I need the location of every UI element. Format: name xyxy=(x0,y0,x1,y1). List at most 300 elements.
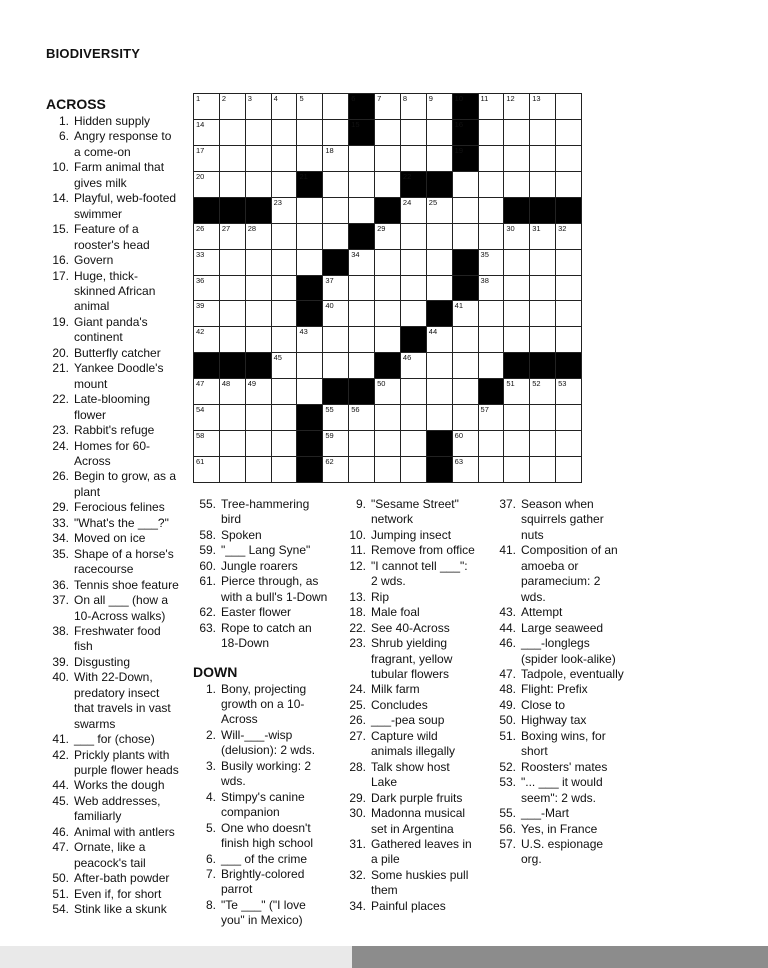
grid-cell[interactable] xyxy=(323,172,348,197)
grid-cell[interactable] xyxy=(401,120,426,145)
grid-cell[interactable] xyxy=(427,405,452,430)
clue-text xyxy=(521,621,633,636)
grid-cell[interactable] xyxy=(194,276,219,301)
grid-cell[interactable] xyxy=(427,276,452,301)
grid-cell[interactable] xyxy=(272,120,297,145)
clue-item xyxy=(46,732,196,747)
grid-cell[interactable] xyxy=(323,120,348,145)
grid-cell[interactable] xyxy=(556,224,581,249)
grid-cell[interactable] xyxy=(530,276,555,301)
clue-item xyxy=(46,871,196,886)
grid-cell[interactable] xyxy=(375,457,400,482)
clue-line: that travels in vast xyxy=(74,701,171,716)
grid-cell[interactable] xyxy=(427,146,452,171)
clue-text xyxy=(371,837,493,868)
grid-cell[interactable] xyxy=(194,224,219,249)
grid-cell[interactable] xyxy=(504,172,529,197)
clue-line: Lake xyxy=(371,775,398,790)
grid-black-square xyxy=(297,405,322,430)
clue-text xyxy=(74,516,196,531)
grid-cell[interactable] xyxy=(194,146,219,171)
grid-cell[interactable] xyxy=(453,172,478,197)
grid-cell[interactable] xyxy=(194,431,219,456)
grid-clue-number: 22 xyxy=(402,171,412,181)
clue-number: 40. xyxy=(52,670,69,685)
across-heading: ACROSS xyxy=(46,96,106,112)
grid-cell[interactable] xyxy=(556,94,581,119)
grid-black-square xyxy=(349,224,374,249)
clue-item xyxy=(493,667,633,682)
clue-line: short xyxy=(521,744,548,759)
grid-cell[interactable] xyxy=(246,94,271,119)
grid-cell[interactable] xyxy=(530,431,555,456)
clue-item xyxy=(46,439,196,470)
grid-cell[interactable] xyxy=(401,198,426,223)
grid-cell[interactable] xyxy=(272,431,297,456)
grid-cell[interactable] xyxy=(246,301,271,326)
grid-cell[interactable] xyxy=(479,405,504,430)
grid-cell[interactable] xyxy=(530,301,555,326)
grid-cell[interactable] xyxy=(530,327,555,352)
clue-line: paramecium: 2 xyxy=(521,574,601,589)
grid-black-square xyxy=(220,198,245,223)
clue-number: 46. xyxy=(52,824,69,839)
grid-clue-number: 56 xyxy=(351,405,360,415)
clue-number: 34. xyxy=(52,531,69,546)
clue-item xyxy=(193,790,343,821)
grid-cell[interactable] xyxy=(220,146,245,171)
grid-cell[interactable] xyxy=(427,250,452,275)
grid-cell[interactable] xyxy=(375,379,400,404)
clue-text xyxy=(521,713,633,728)
grid-clue-number: 45 xyxy=(273,353,282,363)
grid-cell[interactable] xyxy=(323,198,348,223)
grid-cell[interactable] xyxy=(323,457,348,482)
clue-line: After-bath powder xyxy=(74,871,170,886)
clue-item xyxy=(493,713,633,728)
grid-cell[interactable] xyxy=(530,94,555,119)
grid-cell[interactable] xyxy=(530,379,555,404)
clue-item xyxy=(193,543,343,558)
grid-cell[interactable] xyxy=(479,457,504,482)
grid-cell[interactable] xyxy=(194,301,219,326)
grid-cell[interactable] xyxy=(272,353,297,378)
grid-black-square xyxy=(349,120,374,145)
grid-cell[interactable] xyxy=(504,146,529,171)
clue-line: them xyxy=(371,883,398,898)
grid-clue-number: 59 xyxy=(325,431,334,441)
grid-cell[interactable] xyxy=(401,250,426,275)
clue-number: 24. xyxy=(52,438,69,453)
grid-cell[interactable] xyxy=(453,327,478,352)
grid-clue-number: 51 xyxy=(506,379,515,389)
grid-cell[interactable] xyxy=(272,457,297,482)
clue-line: "What's the ___?" xyxy=(74,515,169,530)
grid-cell[interactable] xyxy=(556,327,581,352)
grid-cell[interactable] xyxy=(246,250,271,275)
grid-cell[interactable] xyxy=(194,172,219,197)
grid-clue-number: 3 xyxy=(247,94,252,103)
clue-item xyxy=(343,590,493,605)
grid-cell[interactable] xyxy=(504,120,529,145)
grid-cell[interactable] xyxy=(349,172,374,197)
grid-cell[interactable] xyxy=(375,172,400,197)
clue-number: 32. xyxy=(349,867,366,882)
clue-item xyxy=(193,759,343,790)
grid-cell[interactable] xyxy=(220,120,245,145)
clue-item xyxy=(493,497,633,543)
grid-cell[interactable] xyxy=(246,457,271,482)
grid-cell[interactable] xyxy=(375,301,400,326)
clue-text xyxy=(74,191,196,222)
footer-bar-light xyxy=(0,946,352,968)
grid-cell[interactable] xyxy=(504,327,529,352)
clue-line: gives milk xyxy=(74,175,127,190)
clue-line: nuts xyxy=(521,527,544,542)
grid-cell[interactable] xyxy=(375,250,400,275)
clue-item xyxy=(46,593,196,624)
grid-cell[interactable] xyxy=(427,327,452,352)
grid-cell[interactable] xyxy=(349,353,374,378)
grid-cell[interactable] xyxy=(504,405,529,430)
grid-cell[interactable] xyxy=(453,353,478,378)
clue-item xyxy=(343,528,493,543)
clue-text xyxy=(371,636,493,682)
clue-text xyxy=(521,497,633,543)
clue-line: "Te ___" ("I love xyxy=(221,897,306,912)
grid-cell[interactable] xyxy=(375,94,400,119)
clue-item xyxy=(343,713,493,728)
clue-item xyxy=(193,867,343,898)
grid-cell[interactable] xyxy=(349,250,374,275)
clue-item xyxy=(493,698,633,713)
grid-cell[interactable] xyxy=(194,94,219,119)
grid-cell[interactable] xyxy=(375,146,400,171)
grid-cell[interactable] xyxy=(401,146,426,171)
grid-cell[interactable] xyxy=(349,327,374,352)
grid-cell[interactable] xyxy=(220,457,245,482)
clue-number: 26. xyxy=(349,713,366,728)
grid-cell[interactable] xyxy=(401,224,426,249)
grid-cell[interactable] xyxy=(297,327,322,352)
clue-item xyxy=(46,624,196,655)
clue-number: 13. xyxy=(349,589,366,604)
clue-number: 45. xyxy=(52,793,69,808)
grid-cell[interactable] xyxy=(479,301,504,326)
grid-cell[interactable] xyxy=(323,353,348,378)
grid-cell[interactable] xyxy=(220,327,245,352)
clue-text xyxy=(74,578,196,593)
clue-column-2 xyxy=(193,497,343,929)
clue-item xyxy=(493,605,633,620)
clue-line: Dark purple fruits xyxy=(371,790,463,805)
grid-cell[interactable] xyxy=(297,94,322,119)
clue-line: Across xyxy=(74,453,111,468)
grid-cell[interactable] xyxy=(220,431,245,456)
grid-cell[interactable] xyxy=(530,146,555,171)
grid-cell[interactable] xyxy=(530,405,555,430)
clue-line: swarms xyxy=(74,716,116,731)
grid-cell[interactable] xyxy=(246,431,271,456)
grid-cell[interactable] xyxy=(349,431,374,456)
grid-cell[interactable] xyxy=(556,457,581,482)
grid-black-square xyxy=(297,172,322,197)
grid-clue-number: 36 xyxy=(196,275,205,285)
grid-cell[interactable] xyxy=(530,250,555,275)
grid-cell[interactable] xyxy=(349,457,374,482)
clue-text xyxy=(371,621,493,636)
crossword-grid[interactable] xyxy=(193,93,582,483)
grid-cell[interactable] xyxy=(401,379,426,404)
grid-cell[interactable] xyxy=(272,198,297,223)
grid-cell[interactable] xyxy=(530,457,555,482)
clue-number: 5. xyxy=(205,820,216,835)
grid-cell[interactable] xyxy=(401,353,426,378)
clue-text xyxy=(371,806,493,837)
grid-cell[interactable] xyxy=(556,120,581,145)
grid-clue-number: 49 xyxy=(247,379,257,389)
grid-cell[interactable] xyxy=(297,120,322,145)
grid-cell[interactable] xyxy=(297,353,322,378)
grid-cell[interactable] xyxy=(349,198,374,223)
grid-cell[interactable] xyxy=(556,301,581,326)
grid-cell[interactable] xyxy=(323,276,348,301)
clue-line: predatory insect xyxy=(74,685,160,700)
grid-cell[interactable] xyxy=(220,250,245,275)
clue-number: 1. xyxy=(58,114,69,128)
grid-clue-number: 10 xyxy=(454,94,463,103)
clue-text xyxy=(221,790,343,821)
grid-cell[interactable] xyxy=(323,431,348,456)
grid-cell[interactable] xyxy=(220,405,245,430)
clue-item xyxy=(493,621,633,636)
grid-clue-number: 19 xyxy=(454,145,463,155)
grid-cell[interactable] xyxy=(401,457,426,482)
clue-line: Painful places xyxy=(371,898,446,913)
grid-cell[interactable] xyxy=(556,276,581,301)
grid-cell[interactable] xyxy=(297,224,322,249)
grid-cell[interactable] xyxy=(453,405,478,430)
grid-clue-number: 61 xyxy=(196,457,205,467)
grid-cell[interactable] xyxy=(220,172,245,197)
clue-line: wds. xyxy=(521,589,546,604)
grid-cell[interactable] xyxy=(349,301,374,326)
clue-text xyxy=(74,114,196,129)
clue-text xyxy=(74,794,196,825)
clue-line: a pile xyxy=(371,852,400,867)
grid-cell[interactable] xyxy=(556,172,581,197)
grid-cell[interactable] xyxy=(453,379,478,404)
grid-cell[interactable] xyxy=(530,224,555,249)
grid-cell[interactable] xyxy=(246,379,271,404)
grid-cell[interactable] xyxy=(349,146,374,171)
clue-item xyxy=(193,728,343,759)
clue-line: Easter flower xyxy=(221,605,292,620)
grid-cell[interactable] xyxy=(453,224,478,249)
grid-cell[interactable] xyxy=(504,431,529,456)
grid-cell[interactable] xyxy=(272,172,297,197)
grid-cell[interactable] xyxy=(349,276,374,301)
clue-line: Disgusting xyxy=(74,654,131,669)
grid-cell[interactable] xyxy=(272,146,297,171)
grid-cell[interactable] xyxy=(556,379,581,404)
grid-cell[interactable] xyxy=(504,379,529,404)
clue-line: Jungle roarers xyxy=(221,558,298,573)
grid-cell[interactable] xyxy=(246,276,271,301)
grid-cell[interactable] xyxy=(220,301,245,326)
grid-cell[interactable] xyxy=(246,120,271,145)
clue-item xyxy=(493,822,633,837)
clue-number: 63. xyxy=(199,620,216,635)
grid-cell[interactable] xyxy=(556,146,581,171)
clue-line: Homes for 60- xyxy=(74,438,151,453)
grid-cell[interactable] xyxy=(427,379,452,404)
grid-cell[interactable] xyxy=(246,172,271,197)
grid-cell[interactable] xyxy=(479,172,504,197)
clue-text xyxy=(371,682,493,697)
grid-cell[interactable] xyxy=(272,224,297,249)
clue-line: set in Argentina xyxy=(371,821,454,836)
clue-text xyxy=(221,867,343,898)
clue-item xyxy=(46,516,196,531)
clue-line: org. xyxy=(521,852,542,867)
grid-cell[interactable] xyxy=(323,94,348,119)
clue-line: animals illegally xyxy=(371,744,456,759)
clue-line: Works the dough xyxy=(74,778,165,793)
grid-cell[interactable] xyxy=(220,379,245,404)
grid-cell[interactable] xyxy=(479,327,504,352)
grid-black-square xyxy=(427,301,452,326)
grid-cell[interactable] xyxy=(220,94,245,119)
grid-cell[interactable] xyxy=(504,224,529,249)
clue-line: Boxing wins, for xyxy=(521,728,606,743)
grid-cell[interactable] xyxy=(375,327,400,352)
grid-cell[interactable] xyxy=(272,250,297,275)
clue-number: 55. xyxy=(499,806,516,821)
grid-cell[interactable] xyxy=(323,405,348,430)
grid-cell[interactable] xyxy=(220,276,245,301)
clue-number: 31. xyxy=(349,836,366,851)
grid-cell[interactable] xyxy=(401,405,426,430)
grid-cell[interactable] xyxy=(453,301,478,326)
grid-clue-number: 23 xyxy=(273,197,282,207)
grid-cell[interactable] xyxy=(246,327,271,352)
grid-black-square xyxy=(427,457,452,482)
grid-cell[interactable] xyxy=(479,250,504,275)
clue-line: 2 wds. xyxy=(371,574,406,589)
grid-cell[interactable] xyxy=(504,457,529,482)
grid-cell[interactable] xyxy=(272,301,297,326)
grid-cell[interactable] xyxy=(427,120,452,145)
clue-line: fragrant, yellow xyxy=(371,651,453,666)
grid-cell[interactable] xyxy=(375,120,400,145)
grid-cell[interactable] xyxy=(479,198,504,223)
grid-cell[interactable] xyxy=(297,379,322,404)
grid-cell[interactable] xyxy=(479,94,504,119)
grid-cell[interactable] xyxy=(323,224,348,249)
grid-cell[interactable] xyxy=(375,224,400,249)
grid-cell[interactable] xyxy=(427,353,452,378)
grid-cell[interactable] xyxy=(297,250,322,275)
grid-cell[interactable] xyxy=(246,405,271,430)
grid-cell[interactable] xyxy=(246,224,271,249)
grid-cell[interactable] xyxy=(194,250,219,275)
grid-cell[interactable] xyxy=(427,94,452,119)
clue-number: 29. xyxy=(349,790,366,805)
grid-cell[interactable] xyxy=(375,276,400,301)
grid-cell[interactable] xyxy=(556,431,581,456)
clue-number: 37. xyxy=(52,593,69,608)
grid-cell[interactable] xyxy=(401,276,426,301)
grid-cell[interactable] xyxy=(427,198,452,223)
clue-number: 16. xyxy=(52,253,69,268)
grid-cell[interactable] xyxy=(194,327,219,352)
grid-cell[interactable] xyxy=(556,405,581,430)
grid-cell[interactable] xyxy=(246,146,271,171)
clue-line: finish high school xyxy=(221,836,314,851)
grid-cell[interactable] xyxy=(272,94,297,119)
grid-cell[interactable] xyxy=(504,301,529,326)
grid-cell[interactable] xyxy=(401,431,426,456)
grid-cell[interactable] xyxy=(323,327,348,352)
grid-cell[interactable] xyxy=(479,146,504,171)
grid-cell[interactable] xyxy=(530,120,555,145)
grid-cell[interactable] xyxy=(401,94,426,119)
grid-cell[interactable] xyxy=(479,120,504,145)
grid-cell[interactable] xyxy=(272,379,297,404)
grid-cell[interactable] xyxy=(194,457,219,482)
grid-cell[interactable] xyxy=(453,431,478,456)
grid-cell[interactable] xyxy=(427,224,452,249)
grid-cell[interactable] xyxy=(401,301,426,326)
grid-cell[interactable] xyxy=(272,405,297,430)
clue-line: Roosters' mates xyxy=(521,759,608,774)
grid-cell[interactable] xyxy=(323,301,348,326)
clue-line: Talk show host xyxy=(371,759,450,774)
grid-cell[interactable] xyxy=(297,146,322,171)
grid-cell[interactable] xyxy=(220,224,245,249)
grid-cell[interactable] xyxy=(349,405,374,430)
grid-cell[interactable] xyxy=(556,250,581,275)
grid-cell[interactable] xyxy=(504,250,529,275)
grid-cell[interactable] xyxy=(479,431,504,456)
grid-cell[interactable] xyxy=(479,224,504,249)
grid-cell[interactable] xyxy=(272,327,297,352)
clue-line: "I cannot tell ___": xyxy=(371,558,468,573)
puzzle-title: BIODIVERSITY xyxy=(46,46,141,61)
grid-cell[interactable] xyxy=(272,276,297,301)
grid-cell[interactable] xyxy=(504,276,529,301)
grid-black-square xyxy=(297,276,322,301)
grid-cell[interactable] xyxy=(453,198,478,223)
grid-cell[interactable] xyxy=(530,172,555,197)
grid-cell[interactable] xyxy=(194,405,219,430)
grid-cell[interactable] xyxy=(504,94,529,119)
grid-cell[interactable] xyxy=(375,405,400,430)
grid-cell[interactable] xyxy=(323,146,348,171)
clue-number: 20. xyxy=(52,345,69,360)
grid-cell[interactable] xyxy=(297,198,322,223)
clue-line: On all ___ (how a xyxy=(74,593,169,608)
grid-cell[interactable] xyxy=(479,353,504,378)
clue-line: Feature of a xyxy=(74,222,139,237)
grid-clue-number: 30 xyxy=(506,223,515,233)
grid-cell[interactable] xyxy=(194,379,219,404)
grid-cell[interactable] xyxy=(479,276,504,301)
grid-cell[interactable] xyxy=(375,431,400,456)
grid-cell[interactable] xyxy=(453,457,478,482)
grid-cell[interactable] xyxy=(194,120,219,145)
